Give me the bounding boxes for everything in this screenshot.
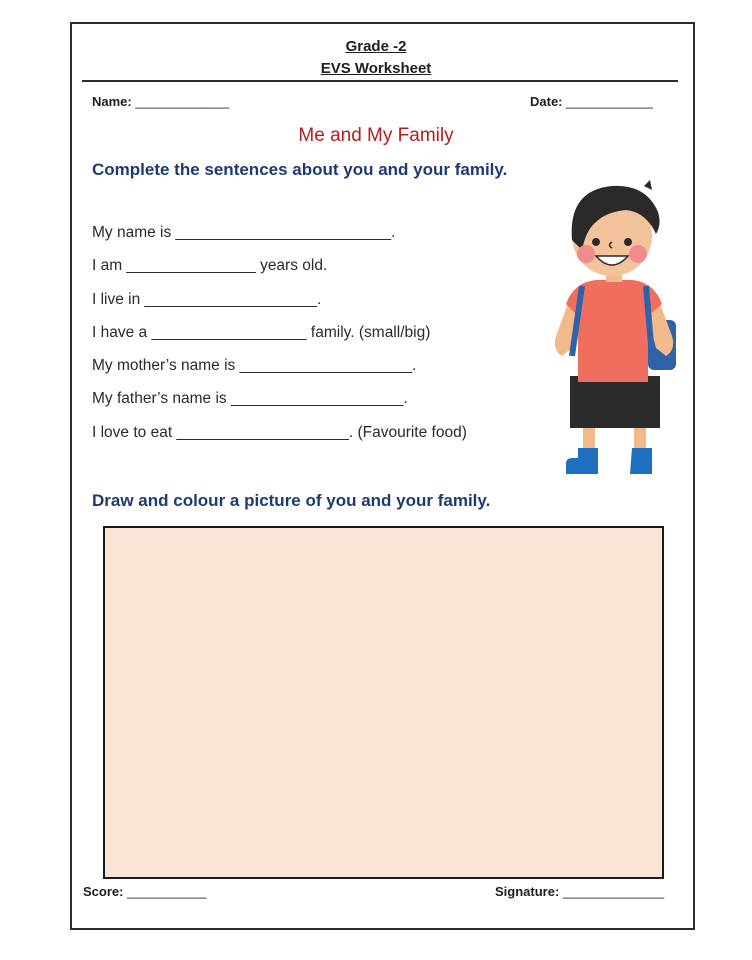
sentence-item[interactable]: My father’s name is ____________________. <box>92 390 408 408</box>
grade-heading: Grade -2 <box>345 38 407 55</box>
name-field[interactable] <box>92 94 229 109</box>
instruction-complete-sentences: Complete the sentences about you and your family. <box>92 160 508 179</box>
score-label: Score: <box>83 884 124 899</box>
date-line[interactable]: ____________ <box>562 94 653 109</box>
header-divider <box>82 80 678 82</box>
sentence-item[interactable]: My name is _________________________. <box>92 224 396 241</box>
name-label: Name: <box>92 94 132 109</box>
worksheet-title: Me and My Family <box>298 125 454 146</box>
date-label: Date: <box>530 94 563 109</box>
signature-label: Signature: <box>495 884 560 899</box>
score-field[interactable] <box>83 884 207 899</box>
sentence-list <box>92 224 532 457</box>
sentence-item[interactable]: I have a __________________ family. (small/big) <box>92 323 431 341</box>
name-line[interactable]: _____________ <box>131 94 230 109</box>
sentence-item[interactable]: I am _______________ years old. <box>92 257 328 275</box>
sentence-item[interactable]: My mother’s name is ____________________. <box>92 357 417 375</box>
score-line[interactable]: ___________ <box>123 884 207 899</box>
instruction-draw-picture: Draw and colour a picture of you and your family. <box>92 491 491 510</box>
sentence-item[interactable]: I love to eat ____________________. (Favourite food) <box>92 423 467 441</box>
boy-illustration <box>548 180 680 480</box>
sentence-item[interactable]: I live in ____________________. <box>92 290 322 308</box>
drawing-area[interactable] <box>103 526 664 879</box>
date-field[interactable] <box>530 94 653 109</box>
subject-heading: EVS Worksheet <box>320 60 432 77</box>
signature-line[interactable]: ______________ <box>559 884 665 899</box>
signature-field[interactable] <box>495 884 664 899</box>
